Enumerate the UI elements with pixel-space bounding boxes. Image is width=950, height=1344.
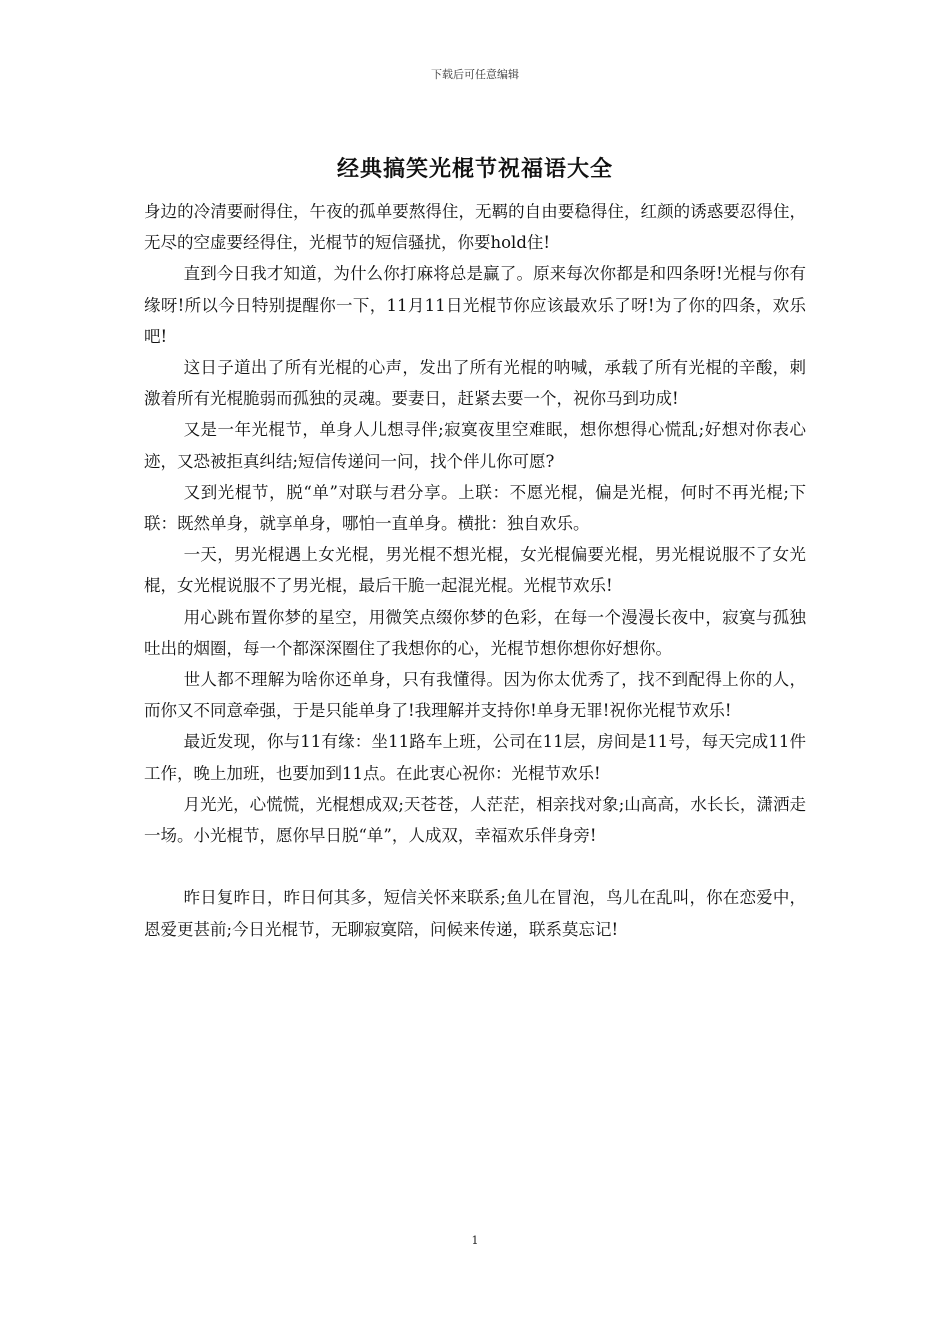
page-number: 1	[471, 1234, 479, 1247]
paragraph: 又到光棍节，脱“单”对联与君分享。上联：不愿光棍，偏是光棍，何时不再光棍;下联：既然单身，就享单身，哪怕一直单身。横批：独自欢乐。	[144, 482, 806, 534]
paragraph: 世人都不理解为啥你还单身，只有我懂得。因为你太优秀了，找不到配得上你的人，而你又不同意牵强，于是只能单身了!我理解并支持你!单身无罪!祝你光棍节欢乐!	[144, 670, 806, 721]
paragraph: 最近发现，你与11有缘：坐11路车上班，公司在11层，房间是11号，每天完成11件工作，晚上加班，也要加到11点。在此衷心祝你：光棍节欢乐!	[144, 732, 806, 783]
blank-line	[144, 851, 806, 882]
paragraph: 又是一年光棍节，单身人儿想寻伴;寂寞夜里空难眠，想你想得心慌乱;好想对你表心迹，又恐被拒真纠结;短信传递问一问，找个伴儿你可愿?	[144, 420, 806, 471]
paragraph: 直到今日我才知道，为什么你打麻将总是赢了。原来每次你都是和四条呀!光棍与你有缘呀!所以今日特别提醒你一下，11月11日光棍节你应该最欢乐了呀!为了你的四条，欢乐吧!	[144, 264, 806, 346]
paragraph: 昨日复昨日，昨日何其多，短信关怀来联系;鱼儿在冒泡，鸟儿在乱叫，你在恋爱中，恩爱更甚前;今日光棍节，无聊寂寞陪，问候来传递，联系莫忘记!	[144, 888, 806, 939]
paragraph: 一天，男光棍遇上女光棍，男光棍不想光棍，女光棍偏要光棍，男光棍说服不了女光棍，女光棍说服不了男光棍，最后干脆一起混光棍。光棍节欢乐!	[144, 545, 806, 596]
paragraph: 用心跳布置你梦的星空，用微笑点缀你梦的色彩，在每一个漫漫长夜中，寂寞与孤独吐出的烟圈，每一个都深深圈住了我想你的心，光棍节想你想你好想你。	[144, 607, 806, 658]
paragraph: 月光光，心慌慌，光棍想成双;天苍苍，人茫茫，相亲找对象;山高高，水长长，潇洒走一场。小光棍节，愿你早日脱“单”，人成双，幸福欢乐伴身旁!	[144, 794, 806, 846]
paragraph: 身边的冷清要耐得住，午夜的孤单要熬得住，无羁的自由要稳得住，红颜的诱惑要忍得住，无尽的空虚要经得住，光棍节的短信骚扰，你要hold住!	[144, 202, 806, 253]
document-title: 经典搞笑光棍节祝福语大全	[336, 156, 613, 182]
paragraph: 这日子道出了所有光棍的心声，发出了所有光棍的呐喊，承载了所有光棍的辛酸，刺激着所有光棍脆弱而孤独的灵魂。要妻日，赶紧去要一个，祝你马到功成!	[144, 358, 806, 409]
document-body	[144, 196, 806, 945]
header-note: 下载后可任意编辑	[431, 68, 519, 81]
